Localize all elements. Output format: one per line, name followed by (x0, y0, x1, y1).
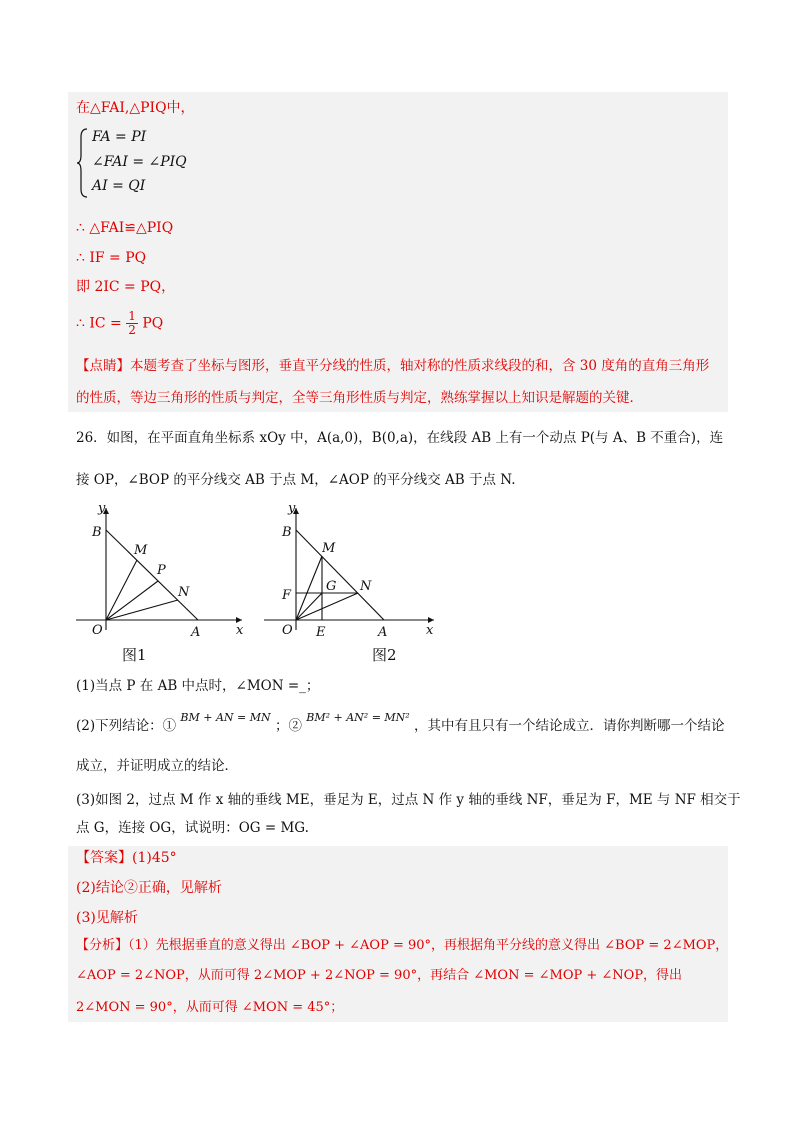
problem-line-2: 接 OP，∠BOP 的平分线交 AB 于点 M，∠AOP 的平分线交 AB 于点 N. (76, 472, 516, 488)
system-row-2: ∠FAI = ∠PIQ (92, 154, 187, 170)
question-1: (1)当点 P 在 AB 中点时，∠MON =_； (76, 678, 320, 694)
analysis-line-2: ∠AOP = 2∠NOP，从而可得 2∠MOP + 2∠NOP = 90°，再结合 ∠MON = ∠MOP + ∠NOP，得出 (76, 968, 683, 983)
question-2-line-2: 成立，并证明成立的结论． (76, 758, 238, 774)
label-f: F (282, 588, 292, 603)
solution-line-2ic: 即 2IC = PQ， (76, 279, 176, 295)
figure-1 (70, 500, 250, 640)
question-3-line-2: 点 G，连接 OG，试说明：OG = MG. (76, 820, 309, 836)
solution-line-ic-half (76, 310, 163, 337)
fraction-denominator: 2 (128, 323, 136, 337)
equation-system (76, 127, 216, 199)
left-brace-icon (76, 127, 90, 199)
label-m: M (134, 543, 148, 558)
system-row-1: FA = PI (92, 129, 147, 145)
label-a: A (378, 625, 388, 640)
q2-text-a: (2)下列结论：① (76, 718, 177, 734)
label-m: M (322, 541, 336, 556)
analysis-line-1: 【分析】（1）先根据垂直的意义得出 ∠BOP + ∠AOP = 90°，再根据角平分线的意义得出 ∠BOP = 2∠MOP， (76, 938, 729, 953)
solution-intro: 在△FAI,△PIQ中， (76, 100, 195, 116)
segment-om (106, 560, 137, 620)
system-row-3: AI = QI (92, 178, 146, 194)
problem-line-1: 26．如图，在平面直角坐标系 xOy 中，A(a,0)，B(0,a)，在线段 AB 上有一个动点 P(与 A、B 不重合)，连 (76, 430, 724, 446)
fraction-numerator: 1 (128, 309, 136, 323)
answer-2: (2)结论②正确，见解析 (76, 880, 222, 896)
ic-suffix: PQ (142, 315, 164, 332)
label-y: y (98, 501, 106, 516)
dianjing-line-2: 的性质，等边三角形的性质与判定，全等三角形性质与判定，熟练掌握以上知识是解题的关键． (76, 390, 643, 406)
analysis-line-3: 2∠MON = 90°，从而可得 ∠MON = 45°； (76, 1000, 344, 1015)
label-o: O (92, 623, 103, 638)
figure-2-caption: 图2 (372, 646, 397, 664)
question-2-line-1 (76, 711, 725, 737)
figure-1-caption: 图1 (122, 646, 147, 664)
q2-conclusion-2: BM² + AN² = MN² (306, 711, 410, 724)
figure-2 (262, 500, 442, 640)
ic-prefix: ∴ IC = (76, 315, 122, 332)
q2-conclusion-1: BM + AN = MN (180, 711, 271, 724)
label-y: y (288, 501, 296, 516)
label-x: x (426, 623, 434, 638)
label-n: N (360, 579, 372, 594)
segment-op (106, 581, 158, 620)
segment-on (106, 600, 178, 620)
label-e: E (316, 625, 326, 640)
label-x: x (236, 623, 244, 638)
label-p: P (157, 563, 166, 578)
label-g: G (326, 579, 337, 594)
fraction-one-half (126, 310, 138, 337)
q2-text-c: ，其中有且只有一个结论成立．请你判断哪一个结论 (414, 718, 725, 734)
answer-band (68, 846, 728, 1022)
solution-line-congruent: ∴ △FAI≌△PIQ (76, 220, 174, 236)
segment-og (296, 593, 322, 620)
label-o: O (282, 623, 293, 638)
label-a: A (191, 625, 201, 640)
solution-line-if-pq: ∴ IF = PQ (76, 250, 147, 266)
answer-1: 【答案】(1)45° (76, 850, 177, 866)
question-3-line-1: (3)如图 2，过点 M 作 x 轴的垂线 ME，垂足为 E，过点 N 作 y 轴的垂线 NF，垂足为 F，ME 与 NF 相交于 (76, 792, 741, 808)
label-n: N (178, 585, 190, 600)
dianjing-line-1: 【点睛】本题考查了坐标与图形，垂直平分线的性质，轴对称的性质求线段的和，含 30 度角的直角三角形 (76, 358, 710, 374)
label-b: B (282, 525, 292, 540)
label-b: B (92, 525, 102, 540)
q2-text-b: ；② (274, 718, 302, 734)
segment-ab (106, 530, 198, 620)
answer-3: (3)见解析 (76, 910, 138, 926)
